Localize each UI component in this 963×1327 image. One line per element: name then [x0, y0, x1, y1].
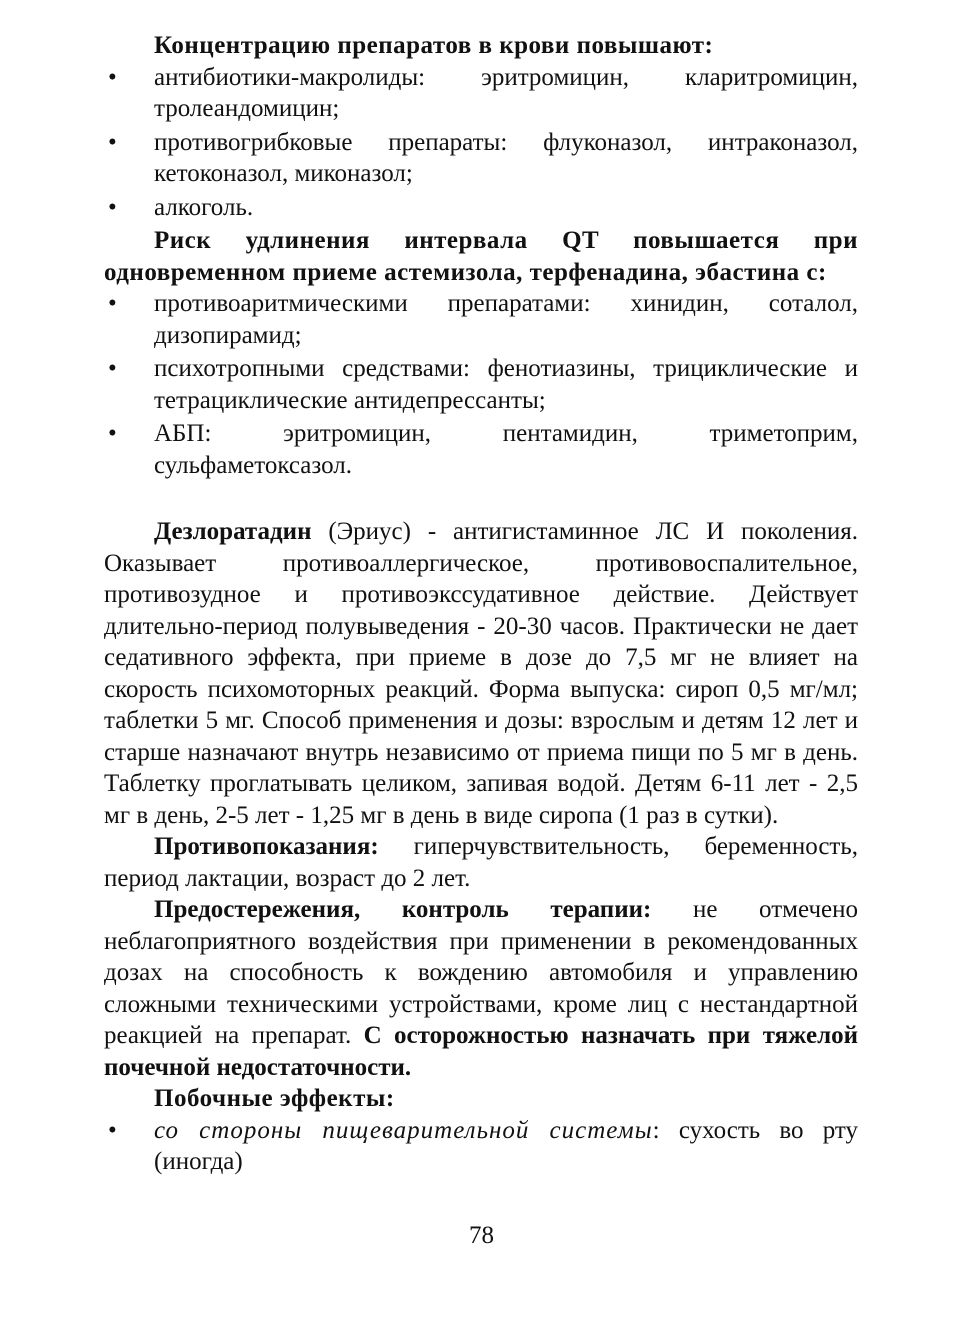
list-item — [104, 288, 858, 351]
list-item — [104, 418, 858, 481]
bullet-icon: • — [108, 290, 117, 317]
bullet-icon: • — [108, 1116, 117, 1144]
precautions-emphasis: С осторожностью назначать при тяжелой почечной недостаточности. — [104, 1022, 858, 1081]
drug-name: Дезлоратадин — [154, 518, 312, 545]
precautions-label: Предостережения, контроль терапии: — [154, 896, 652, 923]
drug-paragraph — [104, 516, 858, 831]
list-item — [104, 127, 858, 190]
list-item — [104, 1115, 858, 1178]
list-item — [104, 62, 858, 125]
list-item-text: противоаритмическими препаратами: хинидин, соталол, дизопирамид; — [154, 290, 858, 349]
bullet-icon: • — [108, 193, 117, 221]
bullet-icon: • — [108, 355, 117, 382]
page-content — [104, 30, 858, 1180]
list-item-text: алкоголь. — [154, 193, 254, 221]
contraindications-paragraph — [104, 831, 858, 894]
interactions-list — [104, 62, 858, 224]
precautions-text: не отмечено неблагоприятного воздействия при применении в рекомендованных дозах на способность к вождению автомобиля и управлению сложными техническими устройствами, кроме лиц с нестандартной реакцией на препарат. — [104, 896, 858, 1049]
precautions-paragraph — [104, 894, 858, 1083]
drug-description: (Эриус) - антигистаминное ЛС И поколения. Оказывает противоаллергическое, противовоспалительное, противозудное и противоэкссудативное действие. Действует длительно-период полувыведения - 20-30 часов. Практически не дает седативного эффекта, при приеме в дозе до 7,5 мг не влияет на скорость психомоторных реакций. Форма выпуска: сироп 0,5 мг/мл; таблетки 5 мг. Способ применения и дозы: взрослым и детям 12 лет и старше назначают внутрь независимо от приема пищи по 5 мг в день. Таблетку проглатывать целиком, запивая водой. Детям 6-11 лет - 2,5 мг в день, 2-5 лет - 1,25 мг в день в виде сиропа (1 раз в сутки). — [104, 518, 858, 829]
side-effects-heading: Побочные эффекты: — [154, 1085, 395, 1112]
list-item — [104, 353, 858, 416]
section-gap — [104, 483, 858, 516]
side-effects-list — [104, 1115, 858, 1178]
bullet-icon: • — [108, 420, 117, 447]
bullet-icon: • — [108, 63, 117, 91]
side-effect-system: со стороны пищеварительной системы — [154, 1116, 653, 1144]
side-effect-text: : сухость во рту (иногда) — [154, 1116, 858, 1175]
contraindications-text: гиперчувствительность, беременность, период лактации, возраст до 2 лет. — [104, 833, 858, 892]
qt-heading: Риск удлинения интервала QT повышается при одновременном приеме астемизола, терфенадина, эбастина с: — [104, 227, 858, 286]
list-item — [104, 192, 858, 224]
list-item-text: психотропными средствами: фенотиазины, трициклические и тетрациклические антидепрессанты; — [154, 355, 858, 414]
bullet-icon: • — [108, 128, 117, 156]
list-item-text: АБП: эритромицин, пентамидин, триметоприм, сульфаметоксазол. — [154, 420, 858, 479]
interactions-heading: Концентрацию препаратов в крови повышают: — [154, 32, 714, 59]
list-item-text: антибиотики-макролиды: эритромицин, кларитромицин, тролеандомицин; — [154, 63, 858, 122]
page-number: 78 — [469, 1222, 494, 1249]
qt-list — [104, 288, 858, 481]
contraindications-label: Противопоказания: — [154, 833, 379, 860]
list-item-text: противогрибковые препараты: флуконазол, интраконазол, кетоконазол, миконазол; — [154, 128, 858, 187]
